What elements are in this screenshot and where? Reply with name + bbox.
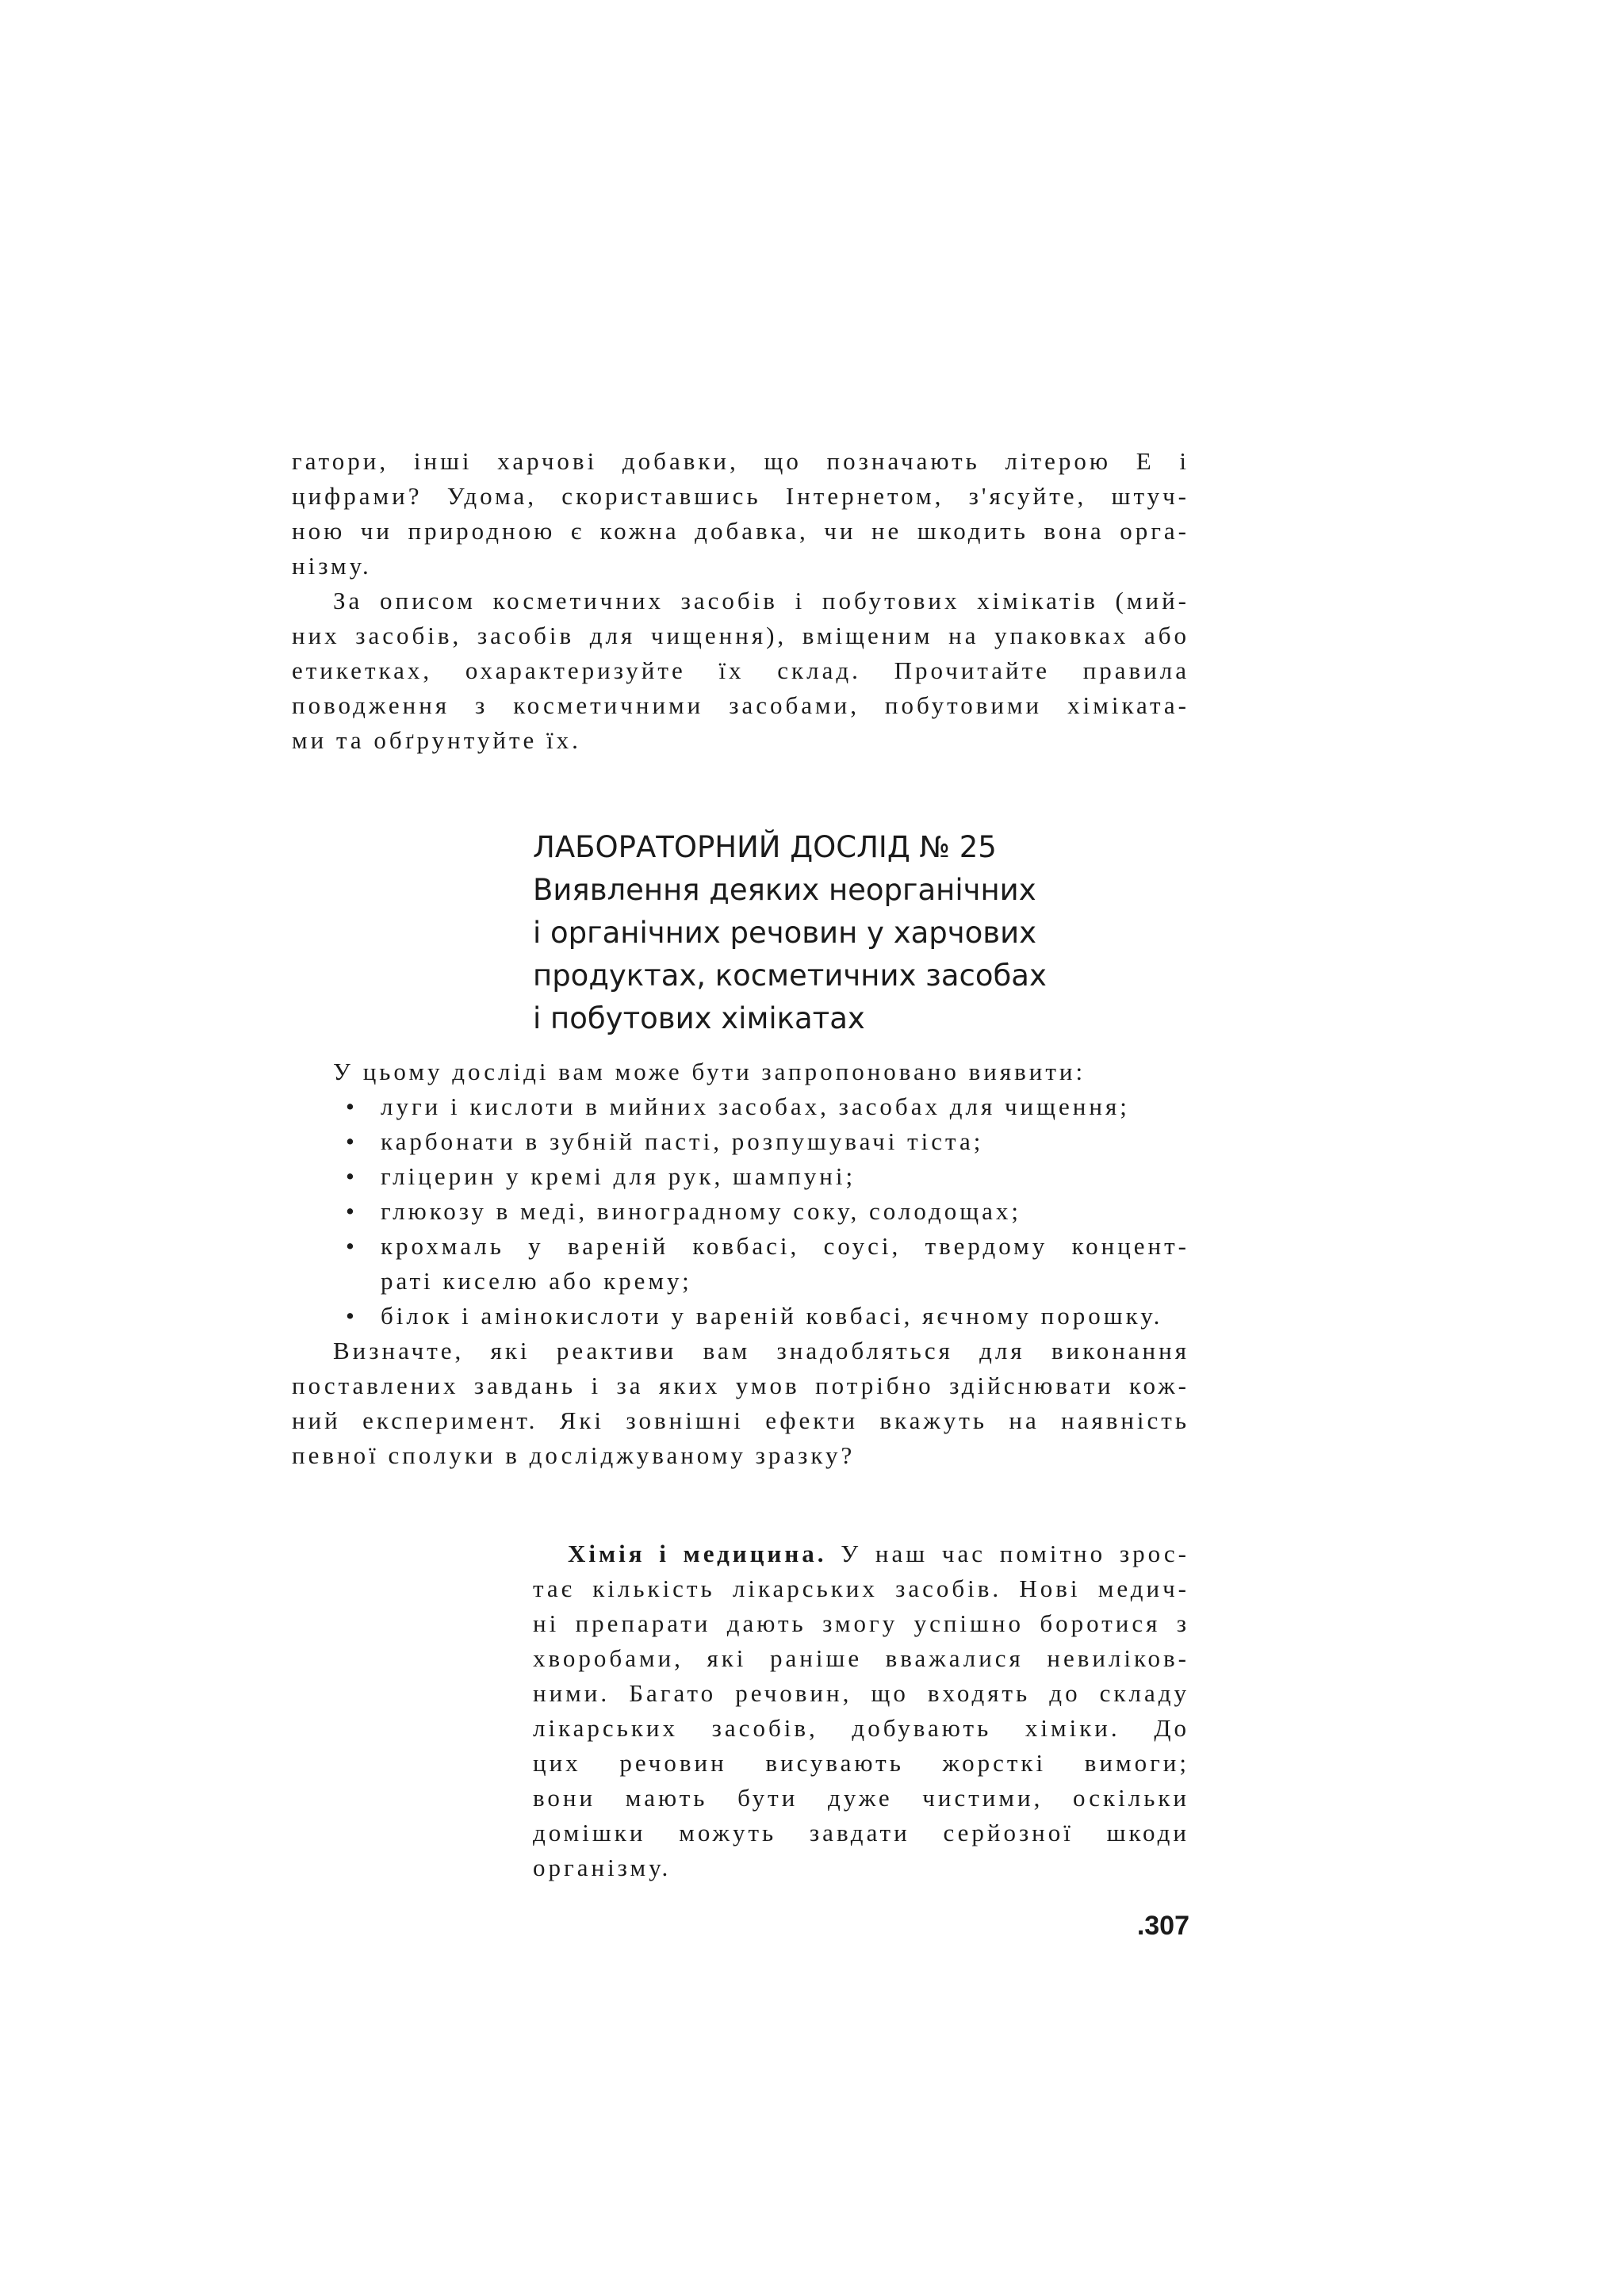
sidebar-bold-lead: Хімія і медицина.	[568, 1540, 827, 1567]
sidebar-line-5: ними. Багато речовин, що входять до складу	[533, 1679, 1189, 1707]
sidebar-line-6: лікарських засобів, добувають хіміки. До	[533, 1714, 1189, 1742]
lab-heading-label: ЛАБОРАТОРНИЙ ДОСЛІД № 25	[533, 830, 997, 864]
paragraph-1-line-4: нізму.	[292, 552, 372, 580]
page-number: .307	[1136, 1911, 1189, 1941]
bullet-item-5-continued: раті киселю або крему;	[381, 1267, 692, 1295]
bullet-item-4: глюкозу в меді, виноградному соку, солодощах;	[381, 1197, 1021, 1225]
sidebar-line-4: хворобами, які раніше вважалися невиліков-	[533, 1644, 1189, 1672]
bullet-item-6: білок і амінокислоти у вареній ковбасі, яєчному порошку.	[381, 1302, 1163, 1330]
paragraph-3-line-4: певної сполуки в досліджуваному зразку?	[292, 1441, 856, 1469]
sidebar-line-9: домішки можуть завдати серйозної шкоди	[533, 1819, 1189, 1846]
bullet-item-2: карбонати в зубній пасті, розпушувачі тіста;	[381, 1127, 984, 1155]
paragraph-1-line-3: ною чи природною є кожна добавка, чи не шкодить вона орга-	[292, 517, 1189, 545]
bullet-marker: •	[346, 1197, 358, 1225]
bullet-marker: •	[346, 1127, 358, 1155]
bullet-marker: •	[346, 1162, 358, 1190]
paragraph-2-line-4: поводження з косметичними засобами, побутовими хіміката-	[292, 691, 1189, 719]
bullet-marker: •	[346, 1302, 358, 1330]
paragraph-1-line-2: цифрами? Удома, скориставшись Інтернетом, з'ясуйте, штуч-	[292, 482, 1189, 510]
paragraph-2-line-2: них засобів, засобів для чищення), вміщеним на упаковках або	[292, 622, 1189, 649]
paragraph-2-line-1: За описом косметичних засобів і побутових хімікатів (мий-	[333, 587, 1189, 614]
lab-heading-title-line-3: продуктах, косметичних засобах	[533, 959, 1047, 993]
paragraph-3-line-2: поставлених завдань і за яких умов потрібно здійснювати кож-	[292, 1372, 1189, 1399]
sidebar-first-line-rest: У наш час помітно зрос-	[826, 1540, 1189, 1567]
bullet-item-1: луги і кислоти в мийних засобах, засобах для чищення;	[381, 1093, 1130, 1120]
paragraph-1-line-1: гатори, інші харчові добавки, що позначають літерою Е і	[292, 447, 1189, 475]
paragraph-3-line-1: Визначте, які реактиви вам знадобляться для виконання	[333, 1337, 1189, 1364]
sidebar-line-2: тає кількість лікарських засобів. Нові медич-	[533, 1575, 1189, 1602]
sidebar-line-8: вони мають бути дуже чистими, оскільки	[533, 1784, 1189, 1812]
lab-heading-title-line-1: Виявлення деяких неорганічних	[533, 873, 1036, 907]
sidebar-line-3: ні препарати дають змогу успішно боротися з	[533, 1609, 1189, 1637]
bullet-marker: •	[346, 1093, 358, 1120]
paragraph-3-line-3: ний експеримент. Які зовнішні ефекти вкажуть на наявність	[292, 1406, 1189, 1434]
bullet-item-5: крохмаль у вареній ковбасі, соусі, твердому концент-	[381, 1232, 1189, 1260]
lab-heading-title-line-4: і побутових хімікатах	[533, 1001, 865, 1035]
bullet-item-3: гліцерин у кремі для рук, шампуні;	[381, 1162, 856, 1190]
intro-text: У цьому досліді вам може бути запропоновано виявити:	[333, 1058, 1086, 1085]
sidebar-line-7: цих речовин висувають жорсткі вимоги;	[533, 1749, 1189, 1777]
paragraph-2-line-3: етикетках, охарактеризуйте їх склад. Прочитайте правила	[292, 656, 1189, 684]
sidebar-line-10: організму.	[533, 1854, 672, 1881]
sidebar-first-line	[568, 1536, 1189, 1571]
lab-heading-title-line-2: і органічних речовин у харчових	[533, 916, 1037, 950]
bullet-marker: •	[346, 1232, 358, 1260]
paragraph-2-line-5: ми та обґрунтуйте їх.	[292, 726, 581, 754]
